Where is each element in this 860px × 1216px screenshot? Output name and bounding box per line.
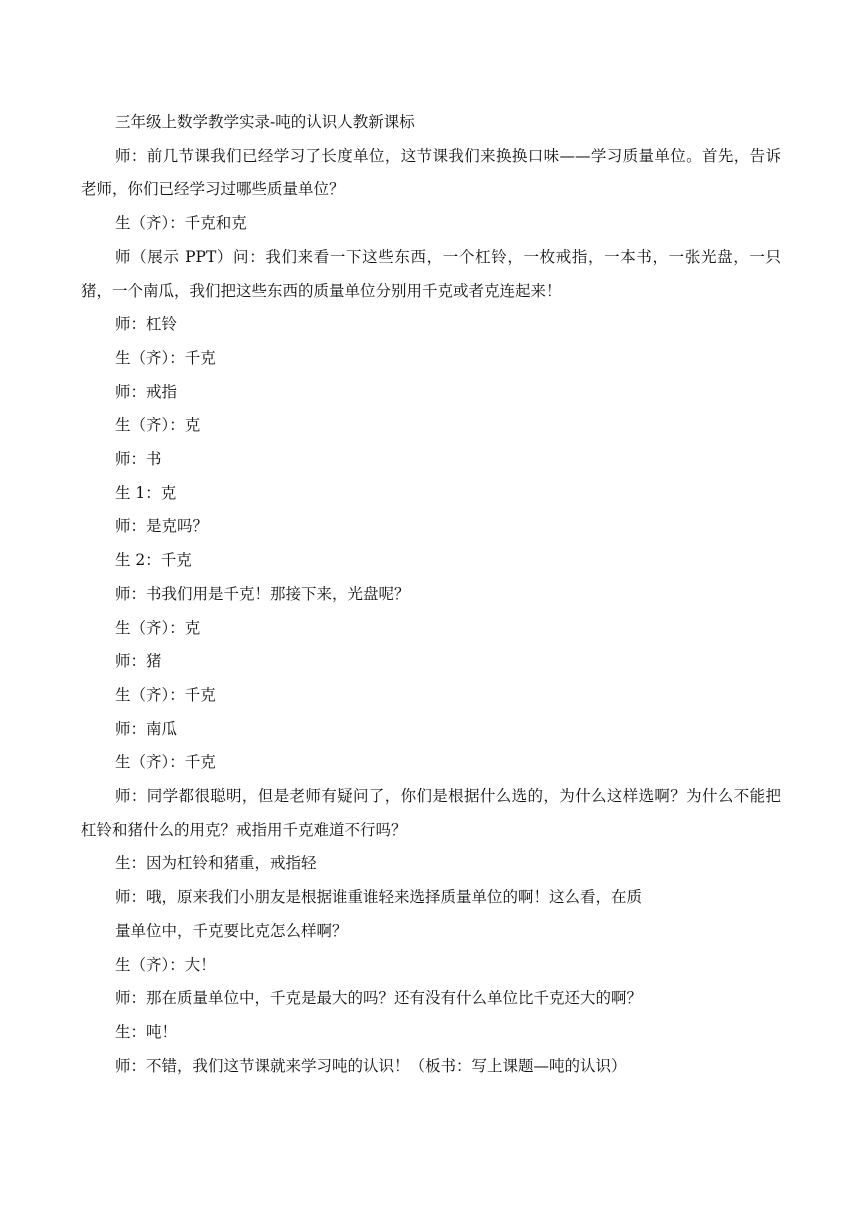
dialogue-line-19: 生：因为杠铃和猪重，戒指轻 — [115, 854, 317, 873]
dialogue-line-8: 师：书 — [115, 450, 162, 469]
dialogue-line-16: 师：南瓜 — [115, 719, 178, 738]
dialogue-line-2: 生（齐）：千克和克 — [115, 214, 247, 233]
dialogue-line-21: 量单位中，千克要比克怎么样啊？ — [115, 921, 348, 940]
dialogue-line-4: 师：杠铃 — [115, 315, 178, 334]
dialogue-line-15: 生（齐）：千克 — [115, 685, 216, 704]
dialogue-line-25: 师：不错，我们这节课就来学习吨的认识！（板书：写上课题—吨的认识） — [115, 1056, 627, 1075]
dialogue-line-3: 师（展示 PPT）问：我们来看一下这些东西，一个杠铃，一枚戒指，一本书，一张光盘，一只猪，一个南瓜，我们把这些东西的质量单位分别用千克或者克连起来！ — [81, 247, 781, 300]
dialogue-line-17: 生（齐）：千克 — [115, 753, 216, 772]
dialogue-line-9: 生 1：克 — [115, 483, 177, 502]
dialogue-line-20: 师：哦，原来我们小朋友是根据谁重谁轻来选择质量单位的啊！这么看，在质 — [115, 888, 643, 907]
dialogue-line-22: 生（齐）：大！ — [115, 955, 216, 974]
document-title: 三年级上数学教学实录-吨的认识人教新课标 — [115, 113, 415, 131]
dialogue-line-11: 生 2：千克 — [115, 551, 192, 570]
dialogue-line-5: 生（齐）：千克 — [115, 348, 216, 367]
dialogue-line-24: 生：吨！ — [115, 1022, 178, 1041]
dialogue-line-7: 生（齐）：克 — [115, 416, 201, 435]
dialogue-line-18: 师：同学都很聪明，但是老师有疑问了，你们是根据什么选的，为什么这样选啊？为什么不能把杠铃和猪什么的用克？戒指用千克难道不行吗？ — [81, 787, 781, 839]
dialogue-line-14: 师：猪 — [115, 652, 162, 671]
dialogue-line-13: 生（齐）：克 — [115, 618, 201, 637]
dialogue-line-10: 师：是克吗？ — [115, 517, 209, 536]
dialogue-line-23: 师：那在质量单位中，千克是最大的吗？还有没有什么单位比千克还大的啊？ — [115, 989, 643, 1008]
dialogue-line-6: 师：戒指 — [115, 382, 178, 401]
dialogue-line-12: 师：书我们用是千克！那接下来，光盘呢？ — [115, 584, 410, 603]
dialogue-line-1: 师：前几节课我们已经学习了长度单位，这节课我们来换换口味——学习质量单位。首先，告诉老师，你们已经学习过哪些质量单位？ — [81, 146, 781, 199]
document-body — [81, 106, 781, 1083]
